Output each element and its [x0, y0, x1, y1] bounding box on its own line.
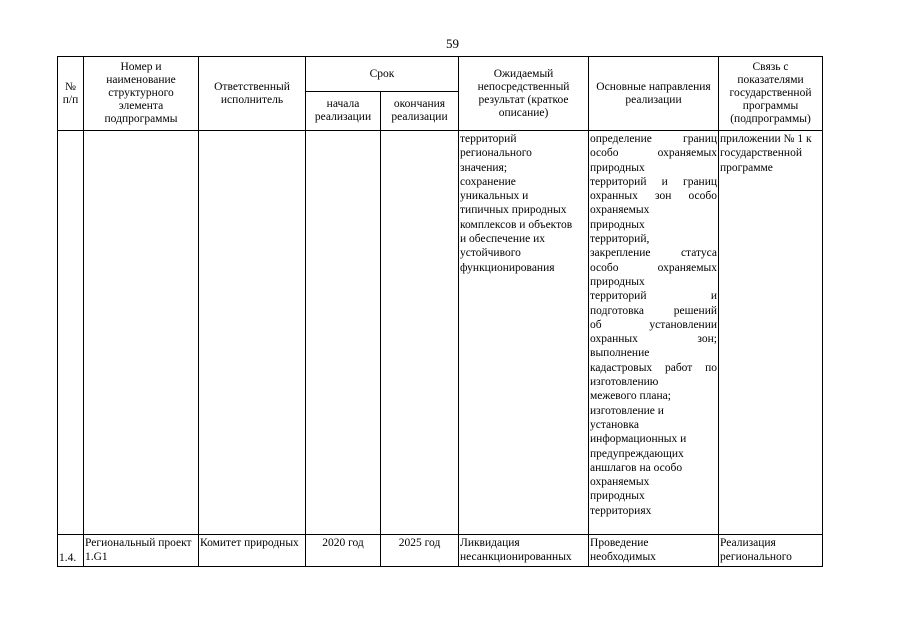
row1-num-cell	[58, 131, 84, 535]
row2-num-cell: 1.4.	[58, 535, 84, 567]
row2-end-cell: 2025 год	[381, 535, 459, 567]
table-row	[58, 535, 823, 567]
table-row	[58, 131, 823, 535]
row1-start-cell	[306, 131, 381, 535]
page-number: 59	[446, 36, 459, 51]
row1-directions-cell: определение границ особо охраняемых природных территорий и границ охранных зон особо охраняемых природных территорий, закрепление статуса особо охраняемых природных территорий и подготовка решений об установлении охранных зон; выполнение кадастровых работ по изготовлению межевого плана; изготовление и установка информационных и предупреждающих аншлагов на особо охраняемых природных территориях	[589, 131, 719, 535]
header-executor: Ответственный исполнитель	[199, 57, 306, 131]
header-term: Срок	[306, 57, 459, 92]
header-end: окончания реализации	[381, 92, 459, 131]
row2-name-cell: Региональный проект 1.G1	[84, 535, 199, 567]
row2-link-cell: Реализация регионального	[719, 535, 823, 567]
header-link: Связь с показателями государственной программы (подпрограммы)	[719, 57, 823, 131]
row1-executor-cell	[199, 131, 306, 535]
header-name: Номер и наименование структурного элемента подпрограммы	[84, 57, 199, 131]
header-start: начала реализации	[306, 92, 381, 131]
header-directions: Основные направления реализации	[589, 57, 719, 131]
header-num: № п/п	[58, 57, 84, 131]
row2-executor-cell: Комитет природных	[199, 535, 306, 567]
row1-result-cell: территорий регионального значения; сохранение уникальных и типичных природных комплексов и объектов и обеспечение их устойчивого функционирования	[459, 131, 589, 535]
row1-name-cell	[84, 131, 199, 535]
row2-directions-cell: Проведение необходимых	[589, 535, 719, 567]
row1-end-cell	[381, 131, 459, 535]
row1-link-cell: приложении № 1 к государственной программе	[719, 131, 823, 535]
row2-start-cell: 2020 год	[306, 535, 381, 567]
header-result: Ожидаемый непосредственный результат (краткое описание)	[459, 57, 589, 131]
row2-result-cell: Ликвидация несанкционированных	[459, 535, 589, 567]
program-table	[57, 56, 823, 567]
